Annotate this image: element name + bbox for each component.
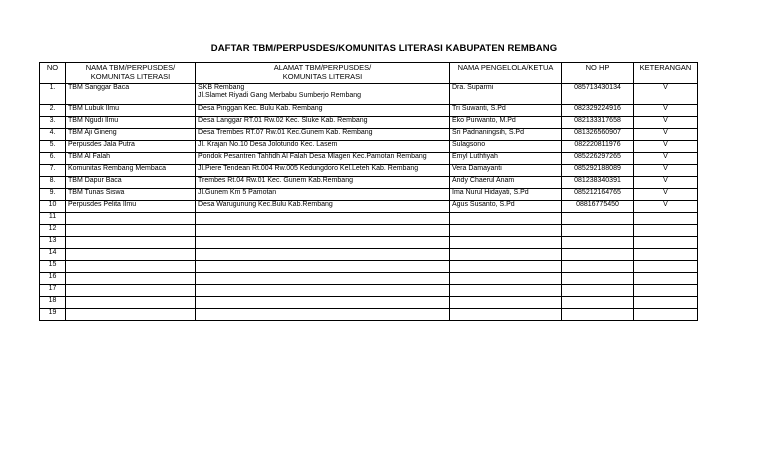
cell-keterangan: V	[634, 189, 698, 201]
cell-hp: 085713430134	[562, 84, 634, 105]
cell-no: 11	[40, 213, 66, 225]
cell-keterangan: V	[634, 117, 698, 129]
cell-alamat-line2: Jl.Slamet Riyadi Gang Merbabu Sumberjo Rembang	[198, 92, 362, 100]
cell-keterangan	[634, 237, 698, 249]
table-row	[40, 129, 698, 141]
cell-alamat: Pondok Pesantren Tahfidh Al Falah Desa Mlagen Kec.Pamotan Rembang	[196, 153, 450, 165]
cell-nama: TBM Tunas Siswa	[66, 189, 196, 201]
cell-keterangan	[634, 285, 698, 297]
table-row	[40, 225, 698, 237]
table-row	[40, 105, 698, 117]
cell-hp	[562, 225, 634, 237]
cell-nama: TBM Lubuk Ilmu	[66, 105, 196, 117]
cell-no: 19	[40, 309, 66, 321]
cell-hp: 082329224916	[562, 105, 634, 117]
cell-alamat	[196, 237, 450, 249]
cell-keterangan: V	[634, 177, 698, 189]
cell-pengelola	[450, 213, 562, 225]
header-alamat-line1: ALAMAT TBM/PERPUSDES/	[273, 63, 372, 72]
cell-alamat	[196, 297, 450, 309]
cell-nama	[66, 297, 196, 309]
cell-pengelola: Ima Nurul Hidayati, S.Pd	[450, 189, 562, 201]
cell-no: 1.	[40, 84, 66, 105]
cell-hp	[562, 213, 634, 225]
header-pengelola: NAMA PENGELOLA/KETUA	[450, 63, 562, 84]
table-row	[40, 141, 698, 153]
literacy-table	[39, 62, 698, 321]
cell-keterangan	[634, 225, 698, 237]
cell-pengelola	[450, 309, 562, 321]
cell-hp	[562, 249, 634, 261]
cell-nama: Komunitas Rembang Membaca	[66, 165, 196, 177]
cell-keterangan: V	[634, 153, 698, 165]
cell-alamat: Desa Pinggan Kec. Bulu Kab. Rembang	[196, 105, 450, 117]
cell-alamat	[196, 84, 450, 105]
cell-no: 18	[40, 297, 66, 309]
cell-alamat	[196, 249, 450, 261]
table-row	[40, 213, 698, 225]
cell-keterangan	[634, 297, 698, 309]
table-row	[40, 309, 698, 321]
cell-pengelola: Sri Padnaningsih, S.Pd	[450, 129, 562, 141]
header-keterangan: KETERANGAN	[634, 63, 698, 84]
cell-hp: 082133317658	[562, 117, 634, 129]
cell-no: 9.	[40, 189, 66, 201]
cell-keterangan: V	[634, 141, 698, 153]
cell-alamat	[196, 225, 450, 237]
cell-alamat: Jl. Krajan No.10 Desa Jolotundo Kec. Lasem	[196, 141, 450, 153]
cell-nama	[66, 285, 196, 297]
cell-no: 5.	[40, 141, 66, 153]
cell-hp	[562, 237, 634, 249]
cell-pengelola	[450, 285, 562, 297]
cell-alamat	[196, 285, 450, 297]
cell-hp: 085212164765	[562, 189, 634, 201]
table-row	[40, 201, 698, 213]
cell-alamat	[196, 213, 450, 225]
cell-keterangan	[634, 213, 698, 225]
cell-no: 12	[40, 225, 66, 237]
cell-pengelola: Vera Damayanti	[450, 165, 562, 177]
table-row	[40, 273, 698, 285]
table-row	[40, 84, 698, 105]
table-row	[40, 117, 698, 129]
cell-nama: TBM Dapur Baca	[66, 177, 196, 189]
cell-keterangan: V	[634, 201, 698, 213]
cell-no: 7.	[40, 165, 66, 177]
cell-hp: 081238340391	[562, 177, 634, 189]
cell-hp	[562, 309, 634, 321]
table-row	[40, 189, 698, 201]
cell-pengelola	[450, 297, 562, 309]
cell-pengelola: Dra. Suparmi	[450, 84, 562, 105]
cell-nama: TBM Aji Gineng	[66, 129, 196, 141]
cell-no: 15	[40, 261, 66, 273]
cell-pengelola: Andy Chaerul Anam	[450, 177, 562, 189]
cell-nama: TBM Sanggar Baca	[66, 84, 196, 105]
cell-nama: TBM Al Falah	[66, 153, 196, 165]
cell-nama	[66, 273, 196, 285]
table-row	[40, 165, 698, 177]
cell-keterangan	[634, 249, 698, 261]
cell-no: 4.	[40, 129, 66, 141]
cell-no: 14	[40, 249, 66, 261]
cell-alamat: Jl.Gunem Km 5 Pamotan	[196, 189, 450, 201]
table-row	[40, 261, 698, 273]
cell-nama	[66, 249, 196, 261]
header-no: NO	[40, 63, 66, 84]
cell-nama: TBM Ngudi Ilmu	[66, 117, 196, 129]
cell-hp	[562, 297, 634, 309]
cell-nama	[66, 309, 196, 321]
header-nama-line1: NAMA TBM/PERPUSDES/	[85, 63, 176, 72]
page-title: DAFTAR TBM/PERPUSDES/KOMUNITAS LITERASI KABUPATEN REMBANG	[210, 43, 558, 54]
cell-nama	[66, 237, 196, 249]
cell-hp: 08816775450	[562, 201, 634, 213]
cell-no: 13	[40, 237, 66, 249]
cell-keterangan	[634, 261, 698, 273]
cell-no: 16	[40, 273, 66, 285]
cell-no: 10	[40, 201, 66, 213]
cell-alamat	[196, 273, 450, 285]
header-alamat	[196, 63, 450, 84]
cell-hp: 085292188089	[562, 165, 634, 177]
cell-keterangan: V	[634, 84, 698, 105]
header-hp: NO HP	[562, 63, 634, 84]
cell-pengelola	[450, 237, 562, 249]
cell-no: 2.	[40, 105, 66, 117]
cell-hp	[562, 273, 634, 285]
cell-keterangan	[634, 309, 698, 321]
cell-pengelola: Tri Suwanti, S.Pd	[450, 105, 562, 117]
cell-keterangan	[634, 273, 698, 285]
cell-hp	[562, 261, 634, 273]
cell-alamat: Desa Warugunung Kec.Bulu Kab.Rembang	[196, 201, 450, 213]
cell-nama	[66, 213, 196, 225]
cell-alamat: Jl.Piere Tendean Rt.004 Rw.005 Kedungdoro Kel.Leteh Kab. Rembang	[196, 165, 450, 177]
table-header-row	[40, 63, 698, 84]
cell-nama	[66, 261, 196, 273]
cell-pengelola: Eko Purwanto, M.Pd	[450, 117, 562, 129]
cell-pengelola	[450, 249, 562, 261]
table-row	[40, 285, 698, 297]
cell-pengelola: Emyl Luthfiyah	[450, 153, 562, 165]
table-row	[40, 297, 698, 309]
cell-hp: 082220811976	[562, 141, 634, 153]
cell-keterangan: V	[634, 105, 698, 117]
cell-alamat: Desa Trembes RT.07 Rw.01 Kec.Gunem Kab. Rembang	[196, 129, 450, 141]
cell-alamat: Trembes Rt.04 Rw.01 Kec. Gunem Kab.Rembang	[196, 177, 450, 189]
table-row	[40, 237, 698, 249]
cell-pengelola	[450, 273, 562, 285]
cell-no: 8.	[40, 177, 66, 189]
table-row	[40, 177, 698, 189]
cell-no: 3.	[40, 117, 66, 129]
cell-nama: Perpusdes Jala Putra	[66, 141, 196, 153]
cell-keterangan: V	[634, 165, 698, 177]
table-row	[40, 249, 698, 261]
cell-no: 17	[40, 285, 66, 297]
cell-alamat	[196, 309, 450, 321]
cell-hp	[562, 285, 634, 297]
cell-nama: Perpusdes Pelita Ilmu	[66, 201, 196, 213]
cell-pengelola: Agus Susanto, S.Pd	[450, 201, 562, 213]
cell-pengelola	[450, 225, 562, 237]
header-nama	[66, 63, 196, 84]
cell-hp: 085226297265	[562, 153, 634, 165]
cell-hp: 081326560907	[562, 129, 634, 141]
cell-alamat	[196, 261, 450, 273]
cell-pengelola	[450, 261, 562, 273]
table-row	[40, 153, 698, 165]
cell-no: 6.	[40, 153, 66, 165]
cell-pengelola: Sulagsono	[450, 141, 562, 153]
header-alamat-line2: KOMUNITAS LITERASI	[282, 72, 363, 81]
header-nama-line2: KOMUNITAS LITERASI	[90, 72, 171, 81]
cell-keterangan: V	[634, 129, 698, 141]
cell-alamat-line1: SKB Rembang	[198, 84, 245, 91]
cell-nama	[66, 225, 196, 237]
cell-alamat: Desa Langgar RT.01 Rw.02 Kec. Sluke Kab. Rembang	[196, 117, 450, 129]
